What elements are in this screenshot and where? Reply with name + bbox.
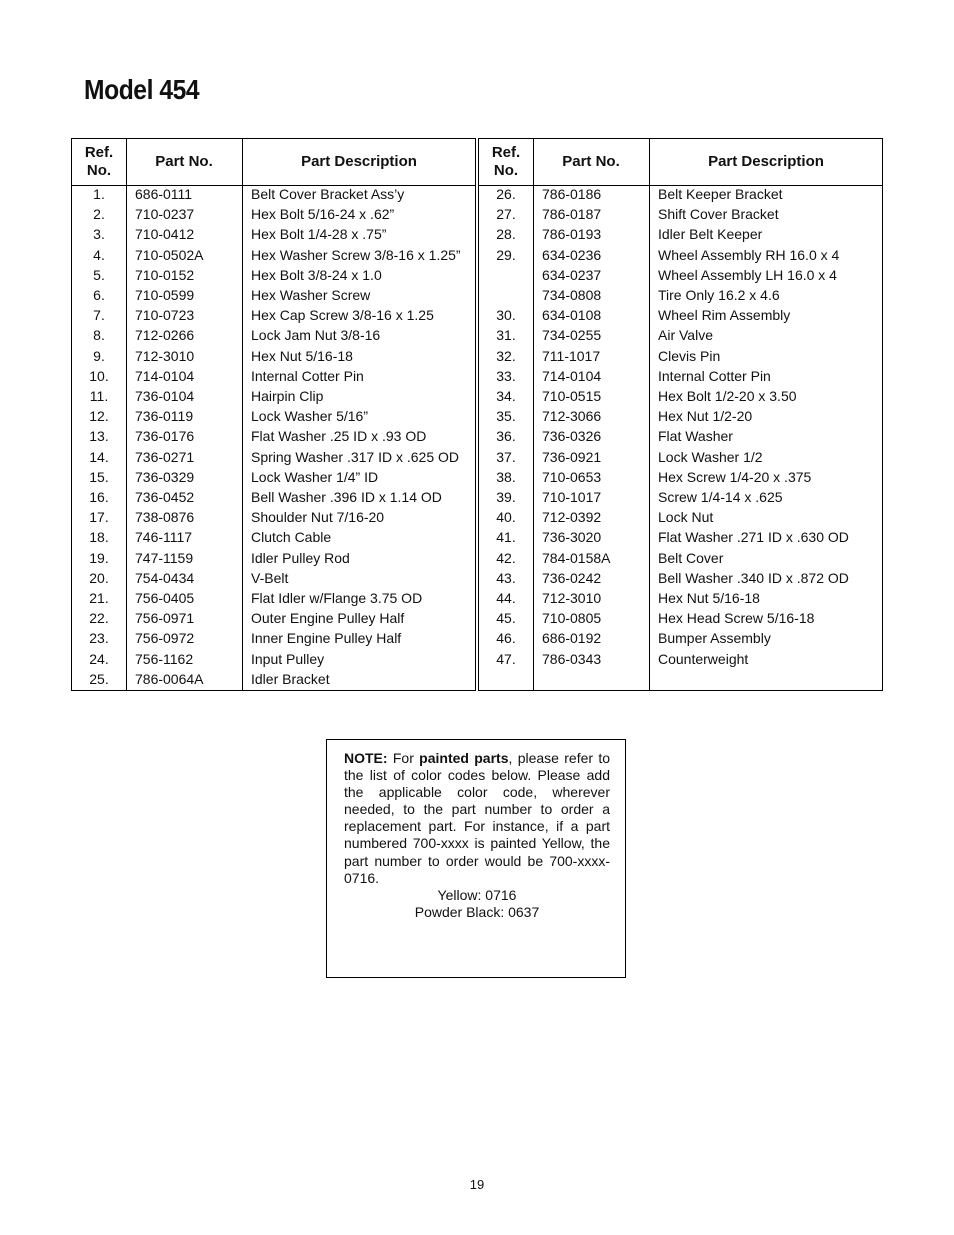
part-description-cell: Internal Cotter Pin	[658, 367, 771, 384]
color-code-powder-black: Powder Black: 0637	[414, 903, 540, 920]
ref-no-cell: 9.	[93, 347, 105, 364]
part-no-cell: 712-3066	[542, 408, 602, 425]
part-description-cell: Bell Washer .340 ID x .872 OD	[658, 569, 849, 586]
table-row	[479, 305, 882, 325]
ref-no-cell: 19.	[89, 549, 109, 566]
part-no-cell: 736-0271	[135, 448, 195, 465]
part-no-cell: 756-0972	[135, 630, 195, 647]
part-description-cell: Belt Keeper Bracket	[658, 186, 783, 202]
header-part-no: Part No.	[155, 153, 213, 170]
part-no-cell: 747-1159	[135, 549, 194, 566]
part-no-cell: 736-0176	[135, 428, 195, 445]
header-ref-no: Ref. No.	[84, 144, 114, 179]
ref-no-cell: 42.	[496, 549, 516, 566]
table-row	[479, 527, 882, 547]
table-row	[72, 527, 475, 547]
part-description-cell: Wheel Rim Assembly	[658, 307, 791, 324]
part-no-cell: 736-0104	[135, 388, 195, 404]
table-row	[72, 406, 475, 426]
table-row	[72, 588, 475, 608]
table-row	[72, 325, 475, 345]
ref-no-cell: 25.	[89, 670, 109, 687]
table-row	[72, 184, 475, 204]
part-no-cell: 686-0192	[542, 630, 602, 647]
ref-no-cell: 13.	[89, 428, 109, 445]
part-no-cell: 714-0104	[135, 367, 195, 384]
table-row	[72, 669, 475, 689]
table-row	[72, 426, 475, 446]
color-code-yellow: Yellow: 0716	[437, 886, 517, 903]
part-description-cell: Hex Bolt 3/8-24 x 1.0	[251, 266, 382, 283]
part-no-cell: 712-0392	[542, 509, 602, 526]
ref-no-cell: 39.	[496, 489, 516, 505]
table-row	[72, 467, 475, 487]
ref-no-cell: 4.	[93, 246, 105, 263]
table-row	[479, 245, 882, 265]
part-no-cell: 738-0876	[135, 509, 195, 526]
note-label: NOTE:	[344, 750, 388, 766]
part-description-cell: Hex Washer Screw 3/8-16 x 1.25”	[251, 246, 461, 263]
table-row	[479, 426, 882, 446]
table-row	[72, 265, 475, 285]
table-row	[479, 467, 882, 487]
page-title: Model 454	[84, 74, 200, 105]
part-description-cell: Flat Washer .271 ID x .630 OD	[658, 529, 849, 546]
ref-no-cell: 37.	[496, 448, 516, 465]
part-no-cell: 756-1162	[135, 650, 194, 667]
table-row	[72, 224, 475, 244]
part-no-cell: 756-0405	[135, 590, 195, 606]
ref-no-cell: 45.	[496, 610, 516, 627]
painted-parts-note	[326, 739, 626, 978]
ref-no-cell: 15.	[89, 468, 109, 485]
note-bold-text: painted parts	[419, 750, 509, 766]
table-row	[479, 487, 882, 507]
table-row	[479, 608, 882, 628]
part-no-cell: 712-0266	[135, 327, 195, 344]
part-description-cell: Screw 1/4-14 x .625	[658, 489, 783, 505]
parts-table-left	[71, 138, 476, 691]
table-row	[72, 204, 475, 224]
part-description-cell: Bumper Assembly	[658, 630, 771, 647]
part-no-cell: 634-0236	[542, 246, 602, 263]
table-row	[72, 245, 475, 265]
ref-no-cell: 44.	[496, 590, 516, 606]
part-no-cell: 734-0808	[542, 287, 602, 303]
part-no-cell: 710-0237	[135, 206, 195, 223]
header-part-description: Part Description	[708, 153, 824, 170]
part-description-cell: Wheel Assembly LH 16.0 x 4	[658, 266, 837, 283]
part-no-cell: 710-0653	[542, 468, 602, 485]
part-no-cell: 712-3010	[135, 347, 195, 364]
part-no-cell: 710-0502A	[135, 246, 204, 263]
table-row	[72, 548, 475, 568]
table-row	[479, 447, 882, 467]
part-description-cell: Lock Jam Nut 3/8-16	[251, 327, 381, 344]
part-no-cell: 786-0187	[542, 206, 602, 223]
table-row	[479, 588, 882, 608]
part-description-cell: Hairpin Clip	[251, 388, 324, 404]
table-row	[72, 447, 475, 467]
page-number: 19	[469, 1177, 485, 1192]
part-description-cell: Lock Nut	[658, 509, 714, 526]
part-no-cell: 786-0343	[542, 650, 602, 667]
part-description-cell: Hex Nut 1/2-20	[658, 408, 753, 425]
ref-no-cell: 5.	[93, 266, 105, 283]
table-row	[72, 366, 475, 386]
ref-no-cell: 8.	[93, 327, 105, 344]
part-description-cell: Hex Screw 1/4-20 x .375	[658, 468, 812, 485]
ref-no-cell: 23.	[89, 630, 109, 647]
table-header	[72, 139, 475, 186]
part-description-cell: Outer Engine Pulley Half	[251, 610, 405, 627]
ref-no-cell: 16.	[89, 489, 109, 505]
part-no-cell: 634-0108	[542, 307, 602, 324]
table-row	[479, 628, 882, 648]
part-no-cell: 710-0723	[135, 307, 195, 324]
part-description-cell: Clevis Pin	[658, 347, 721, 364]
ref-no-cell: 31.	[496, 327, 516, 344]
part-description-cell: Flat Washer	[658, 428, 733, 445]
part-no-cell: 710-1017	[542, 489, 602, 505]
table-header	[479, 139, 882, 186]
ref-no-cell: 34.	[496, 388, 516, 404]
table-row	[479, 649, 882, 669]
table-row	[479, 325, 882, 345]
part-no-cell: 736-0326	[542, 428, 602, 445]
part-description-cell: Hex Bolt 5/16-24 x .62”	[251, 206, 395, 223]
ref-no-cell: 43.	[496, 569, 516, 586]
table-row	[479, 507, 882, 527]
part-description-cell: Belt Cover Bracket Ass’y	[251, 186, 405, 202]
note-text-intro: For	[387, 750, 420, 766]
ref-no-cell: 26.	[496, 186, 516, 202]
table-row	[479, 406, 882, 426]
table-row	[479, 366, 882, 386]
ref-no-cell: 35.	[496, 408, 516, 425]
ref-no-cell: 11.	[89, 388, 109, 404]
part-description-cell: Wheel Assembly RH 16.0 x 4	[658, 246, 840, 263]
ref-no-cell: 41.	[496, 529, 516, 546]
part-no-cell: 711-1017	[542, 347, 601, 364]
part-no-cell: 736-0329	[135, 468, 195, 485]
part-no-cell: 736-0242	[542, 569, 602, 586]
part-description-cell: Hex Washer Screw	[251, 287, 371, 303]
part-no-cell: 710-0805	[542, 610, 602, 627]
table-row	[72, 285, 475, 305]
parts-table-right	[478, 138, 883, 691]
part-no-cell: 756-0971	[135, 610, 195, 627]
part-no-cell: 710-0412	[135, 226, 195, 243]
ref-no-cell: 7.	[93, 307, 105, 324]
ref-no-cell: 47.	[496, 650, 516, 667]
ref-no-cell: 24.	[89, 650, 109, 667]
ref-no-cell: 1.	[93, 186, 105, 202]
part-description-cell: Input Pulley	[251, 650, 325, 667]
ref-no-cell: 46.	[496, 630, 516, 647]
table-body	[72, 185, 475, 690]
part-description-cell: Idler Belt Keeper	[658, 226, 763, 243]
part-description-cell: Flat Idler w/Flange 3.75 OD	[251, 590, 423, 606]
part-description-cell: Inner Engine Pulley Half	[251, 630, 402, 647]
ref-no-cell: 30.	[496, 307, 516, 324]
part-no-cell: 734-0255	[542, 327, 602, 344]
table-row	[479, 184, 882, 204]
part-no-cell: 714-0104	[542, 367, 602, 384]
table-row	[479, 386, 882, 406]
table-row	[479, 548, 882, 568]
part-no-cell: 634-0237	[542, 266, 602, 283]
part-description-cell: V-Belt	[251, 569, 289, 586]
ref-no-cell: 2.	[93, 206, 105, 223]
header-part-description: Part Description	[301, 153, 417, 170]
part-description-cell: Internal Cotter Pin	[251, 367, 364, 384]
table-row	[479, 568, 882, 588]
ref-no-cell: 36.	[496, 428, 516, 445]
part-description-cell: Shoulder Nut 7/16-20	[251, 509, 385, 526]
part-description-cell: Shift Cover Bracket	[658, 206, 779, 223]
ref-no-cell: 10.	[89, 367, 109, 384]
part-no-cell: 712-3010	[542, 590, 602, 606]
table-row	[72, 568, 475, 588]
part-description-cell: Spring Washer .317 ID x .625 OD	[251, 448, 460, 465]
ref-no-cell: 40.	[496, 509, 516, 526]
part-description-cell: Clutch Cable	[251, 529, 332, 546]
table-row	[72, 487, 475, 507]
table-row	[72, 305, 475, 325]
part-description-cell: Idler Pulley Rod	[251, 549, 350, 566]
ref-no-cell: 17.	[89, 509, 109, 526]
header-part-no: Part No.	[562, 153, 620, 170]
ref-no-cell: 22.	[89, 610, 109, 627]
note-text-body: , please refer to the list of color codes below. Please add the applicable color code, wherever needed, to the part number to order a replacement part. For instance, if a part numbered 700-xxxx is painted Yellow, the part number to order would be 700-xxxx-0716.	[344, 750, 611, 886]
table-row	[72, 386, 475, 406]
table-row	[72, 628, 475, 648]
part-description-cell: Hex Head Screw 5/16-18	[658, 610, 815, 627]
ref-no-cell: 14.	[89, 448, 109, 465]
part-no-cell: 754-0434	[135, 569, 195, 586]
table-row	[479, 285, 882, 305]
part-description-cell: Hex Nut 5/16-18	[251, 347, 353, 364]
table-row	[479, 346, 882, 366]
table-row	[72, 608, 475, 628]
part-description-cell: Idler Bracket	[251, 670, 330, 687]
part-description-cell: Hex Bolt 1/4-28 x .75”	[251, 226, 387, 243]
part-no-cell: 736-0452	[135, 489, 195, 505]
part-no-cell: 710-0152	[135, 266, 195, 283]
part-no-cell: 746-1117	[135, 529, 193, 546]
part-description-cell: Hex Cap Screw 3/8-16 x 1.25	[251, 307, 434, 324]
part-description-cell: Belt Cover	[658, 549, 724, 566]
note-paragraph	[344, 750, 610, 887]
part-description-cell: Flat Washer .25 ID x .93 OD	[251, 428, 427, 445]
part-no-cell: 736-3020	[542, 529, 602, 546]
part-no-cell: 786-0064A	[135, 670, 204, 687]
ref-no-cell: 3.	[93, 226, 105, 243]
ref-no-cell: 32.	[496, 347, 516, 364]
part-description-cell: Counterweight	[658, 650, 749, 667]
table-row	[479, 224, 882, 244]
part-no-cell: 736-0119	[135, 408, 194, 425]
part-description-cell: Bell Washer .396 ID x 1.14 OD	[251, 489, 442, 505]
table-row	[72, 649, 475, 669]
ref-no-cell: 33.	[496, 367, 516, 384]
ref-no-cell: 29.	[496, 246, 516, 263]
ref-no-cell: 21.	[89, 590, 109, 606]
ref-no-cell: 18.	[89, 529, 109, 546]
part-no-cell: 736-0921	[542, 448, 602, 465]
part-description-cell: Lock Washer 5/16”	[251, 408, 368, 425]
header-ref-no: Ref. No.	[491, 144, 521, 179]
part-no-cell: 784-0158A	[542, 549, 611, 566]
part-no-cell: 786-0193	[542, 226, 602, 243]
ref-no-cell: 38.	[496, 468, 516, 485]
ref-no-cell: 20.	[89, 569, 109, 586]
part-description-cell: Air Valve	[658, 327, 713, 344]
table-row	[479, 265, 882, 285]
part-no-cell: 786-0186	[542, 186, 602, 202]
part-no-cell: 710-0599	[135, 287, 195, 303]
part-no-cell: 686-0111	[135, 186, 193, 202]
part-description-cell: Lock Washer 1/2	[658, 448, 763, 465]
table-row	[72, 507, 475, 527]
table-row	[479, 204, 882, 224]
table-body	[479, 185, 882, 690]
ref-no-cell: 12.	[89, 408, 109, 425]
ref-no-cell: 6.	[93, 287, 105, 303]
table-row	[72, 346, 475, 366]
ref-no-cell: 27.	[496, 206, 516, 223]
part-description-cell: Hex Bolt 1/2-20 x 3.50	[658, 388, 797, 404]
part-description-cell: Tire Only 16.2 x 4.6	[658, 287, 780, 303]
part-no-cell: 710-0515	[542, 388, 602, 404]
ref-no-cell: 28.	[496, 226, 516, 243]
part-description-cell: Hex Nut 5/16-18	[658, 590, 760, 606]
part-description-cell: Lock Washer 1/4” ID	[251, 468, 379, 485]
